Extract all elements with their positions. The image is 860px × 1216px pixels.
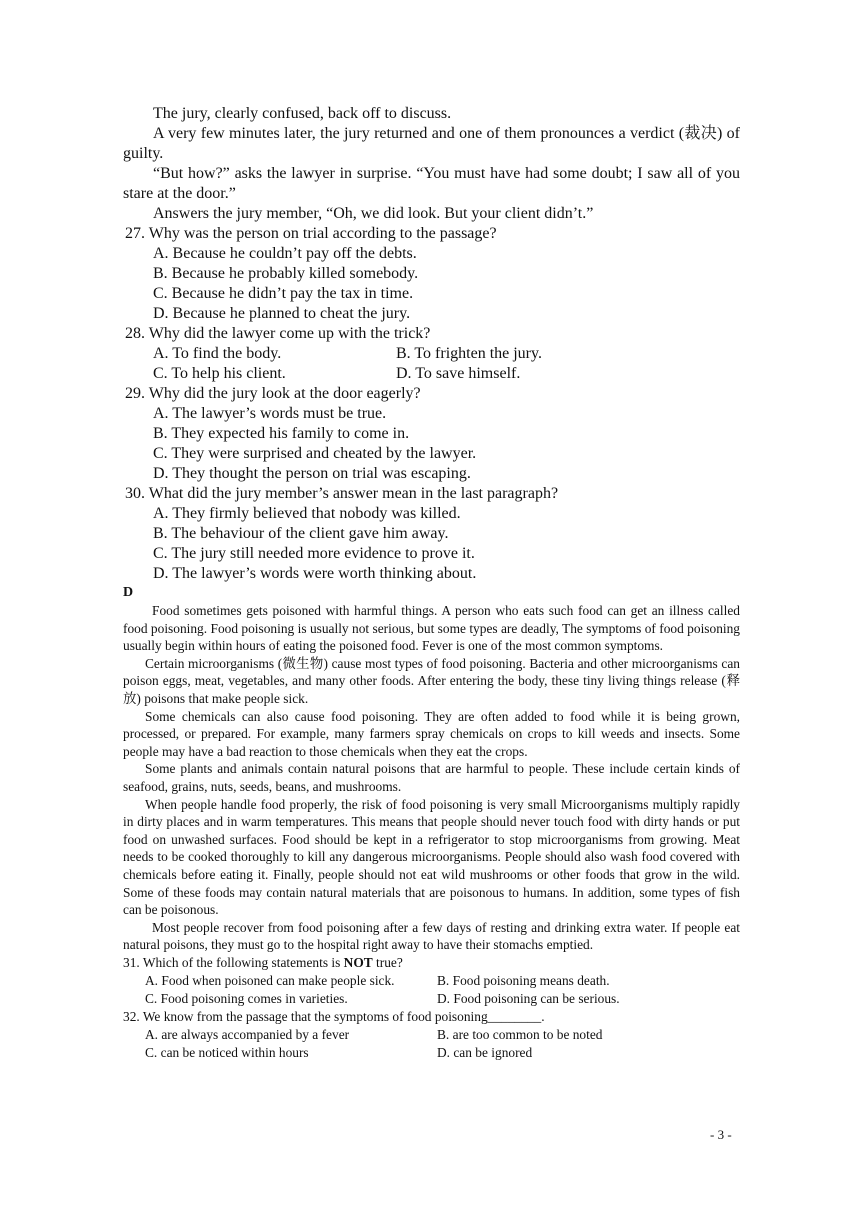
option: C. The jury still needed more evidence to prove it. [153,545,475,562]
passage-paragraph: A very few minutes later, the jury returned and one of them pronounces a verdict (裁决) of guilty. [123,125,740,162]
question-29-stem: 29. Why did the jury look at the door eagerly? [125,385,421,402]
option: D. The lawyer’s words were worth thinking about. [153,565,477,582]
question-27-stem: 27. Why was the person on trial according to the passage? [125,225,497,242]
option-row [123,364,740,384]
passage-paragraph: Some chemicals can also cause food poisoning. They are often added to food while it is being grown, processed, or prepared. For example, many farmers spray chemicals on crops to kill weeds and insects. Some people may have a bad reaction to those chemicals when they eat the crops. [123,708,740,759]
option-row [123,344,740,364]
option-row [123,1026,740,1044]
passage-paragraph: Certain microorganisms (微生物) cause most types of food poisoning. Bacteria and other microorganisms can poison eggs, meat, vegetables, and many other foods. After entering the body, these tiny living things release (释放) poisons that make people sick. [123,655,740,706]
option-row [123,990,740,1008]
option: A. To find the body. [153,345,282,362]
option: D. Food poisoning can be serious. [437,990,620,1006]
passage-paragraph: The jury, clearly confused, back off to discuss. [153,105,452,122]
option-row [123,1044,740,1062]
option: B. The behaviour of the client gave him away. [153,525,449,542]
option: B. are too common to be noted [437,1026,603,1042]
option: B. Food poisoning means death. [437,972,610,988]
option: C. Food poisoning comes in varieties. [145,990,348,1006]
option: C. Because he didn’t pay the tax in time. [153,285,414,302]
question-30-stem: 30. What did the jury member’s answer mean in the last paragraph? [125,485,559,502]
question-31-stem: 31. Which of the following statements is NOT true? [123,954,403,970]
option: B. They expected his family to come in. [153,425,410,442]
passage-paragraph: Answers the jury member, “Oh, we did look. But your client didn’t.” [153,205,594,222]
option: C. can be noticed within hours [145,1044,309,1060]
option: A. Because he couldn’t pay off the debts. [153,245,417,262]
option: A. The lawyer’s words must be true. [153,405,387,422]
passage-paragraph: “But how?” asks the lawyer in surprise. “You must have had some doubt; I saw all of you stare at the door.” [123,165,740,202]
passage-paragraph: Some plants and animals contain natural poisons that are harmful to people. These include certain kinds of seafood, grains, nuts, seeds, beans, and mushrooms. [123,761,740,794]
passage-paragraph: Most people recover from food poisoning after a few days of resting and drinking extra water. If people eat natural poisons, they must go to the hospital right away to have their stomachs emptied. [123,919,740,953]
option: D. can be ignored [437,1044,533,1060]
option: A. They firmly believed that nobody was killed. [153,505,461,522]
option: C. To help his client. [153,365,286,382]
option: B. Because he probably killed somebody. [153,265,419,282]
option: B. To frighten the jury. [396,345,542,362]
option-row [123,972,740,990]
option: A. are always accompanied by a fever [145,1026,350,1042]
exam-page [123,104,740,1062]
option: D. They thought the person on trial was escaping. [153,465,471,482]
page-number: - 3 - [710,1127,732,1142]
question-32-stem: 32. We know from the passage that the symptoms of food poisoning________. [123,1008,545,1024]
option: D. To save himself. [396,365,521,382]
option: A. Food when poisoned can make people sick. [145,972,395,988]
passage-paragraph: When people handle food properly, the risk of food poisoning is very small Microorganisms multiply rapidly in dirty places and in warm temperatures. This means that people should never touch food with dirty hands or put food on unwashed surfaces. Food should be kept in a refrigerator to stop microorganisms from growing. Meat needs to be cooked thoroughly to kill any dangerous microorganisms. People should also wash food covered with chemicals before eating it. Finally, people should not eat wild mushrooms or other foods that grow in the wild. Some of these foods may contain natural materials that are poisonous to humans. In addition, some types of fish can be poisonous. [123,796,740,918]
question-28-stem: 28. Why did the lawyer come up with the trick? [125,325,431,342]
option: C. They were surprised and cheated by the lawyer. [153,445,477,462]
option: D. Because he planned to cheat the jury. [153,305,411,322]
section-heading: D [123,585,134,600]
passage-paragraph: Food sometimes gets poisoned with harmful things. A person who eats such food can get an illness called food poisoning. Food poisoning is usually not serious, but some types are deadly, The symptoms of food poisoning usually begin within hours of eating the poisoned food. Fever is one of the most common symptoms. [123,603,740,654]
